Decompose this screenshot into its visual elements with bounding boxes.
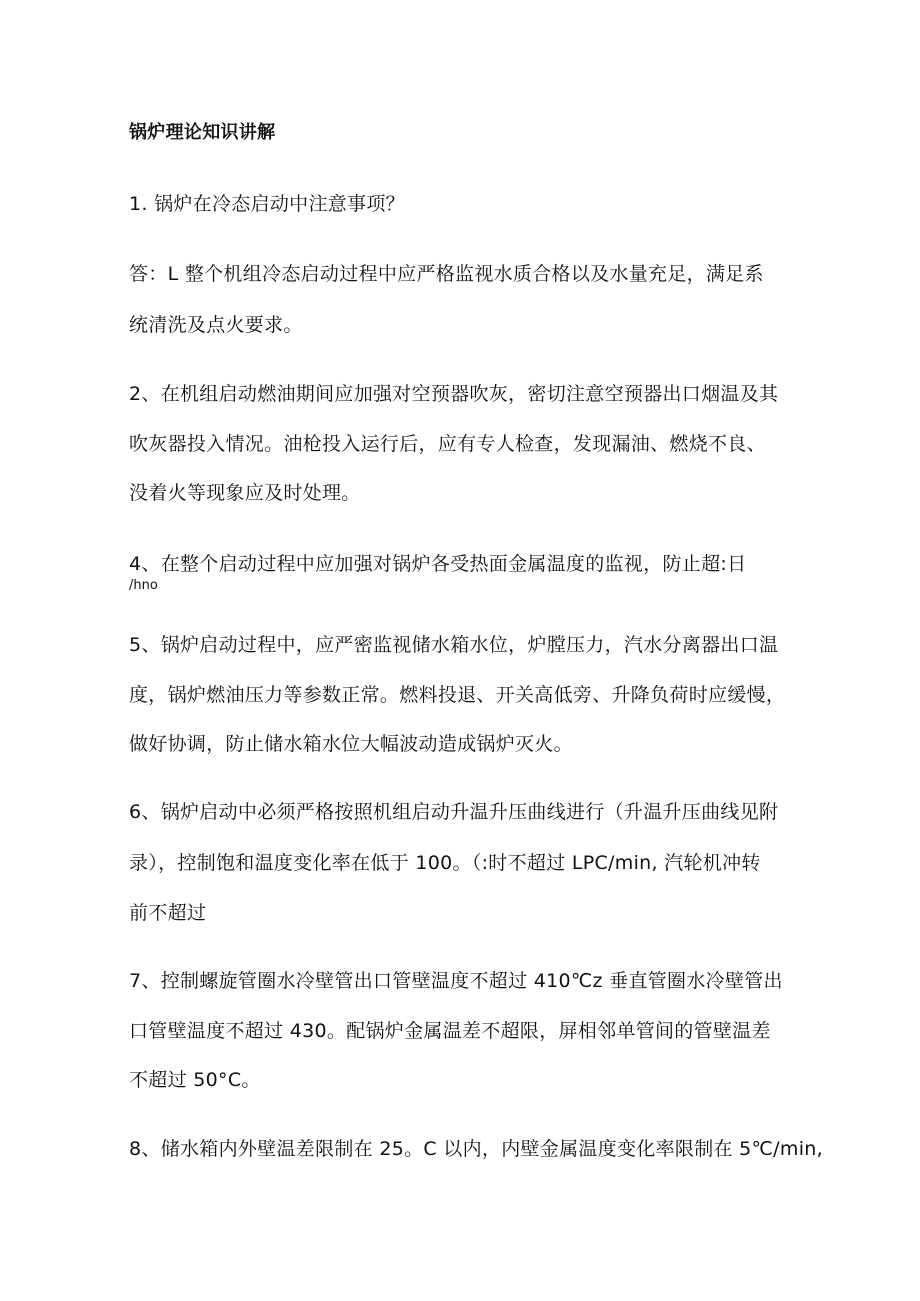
paragraph-answer-line-2: 统清洗及点火要求。 (129, 314, 303, 336)
paragraph-2-line-1: 2、在机组启动燃油期间应加强对空预器吹灰，密切注意空预器出口烟温及其 (129, 383, 779, 405)
paragraph-6-line-1: 6、锅炉启动中必须严格按照机组启动升温升压曲线进行（升温升压曲线见附 (129, 801, 779, 823)
paragraph-5-line-3: 做好协调，防止储水箱水位大幅波动造成锅炉灭火。 (129, 733, 573, 755)
paragraph-2-line-3: 没着火等现象应及时处理。 (129, 482, 361, 504)
question-heading: 1. 锅炉在冷态启动中注意事项？ (129, 193, 405, 215)
paragraph-4-line-1: 4、在整个启动过程中应加强对锅炉各受热面金属温度的监视，防止超:日 (129, 553, 747, 575)
document-title: 锅炉理论知识讲解 (129, 122, 276, 143)
paragraph-7-line-1: 7、控制螺旋管圈水冷壁管出口管壁温度不超过 410℃z 垂直管圈水冷壁管出 (129, 970, 783, 992)
paragraph-answer-line-1: 答：L 整个机组冷态启动过程中应严格监视水质合格以及水量充足，满足系 (129, 263, 764, 285)
paragraph-6-line-3: 前不超过 (129, 902, 207, 924)
paragraph-7-line-3: 不超过 50°C。 (129, 1069, 261, 1091)
paragraph-2-line-2: 吹灰器投入情况。油枪投入运行后，应有专人检查，发现漏油、燃烧不良、 (129, 433, 766, 455)
paragraph-4-line-2: /hno (129, 578, 158, 593)
paragraph-7-line-2: 口管壁温度不超过 430。配锅炉金属温差不超限，屏相邻单管间的管壁温差 (129, 1020, 771, 1042)
paragraph-5-line-2: 度，锅炉燃油压力等参数正常。燃料投退、开关高低旁、升降负荷时应缓慢， (129, 684, 786, 706)
paragraph-8-line-1: 8、储水箱内外壁温差限制在 25。C 以内，内壁金属温度变化率限制在 5℃/min, (129, 1138, 823, 1160)
paragraph-5-line-1: 5、锅炉启动过程中，应严密监视储水箱水位，炉膛压力，汽水分离器出口温 (129, 634, 779, 656)
paragraph-6-line-2: 录），控制饱和温度变化率在低于 100。（:时不超过 LPC/min, 汽轮机冲转 (129, 852, 761, 874)
